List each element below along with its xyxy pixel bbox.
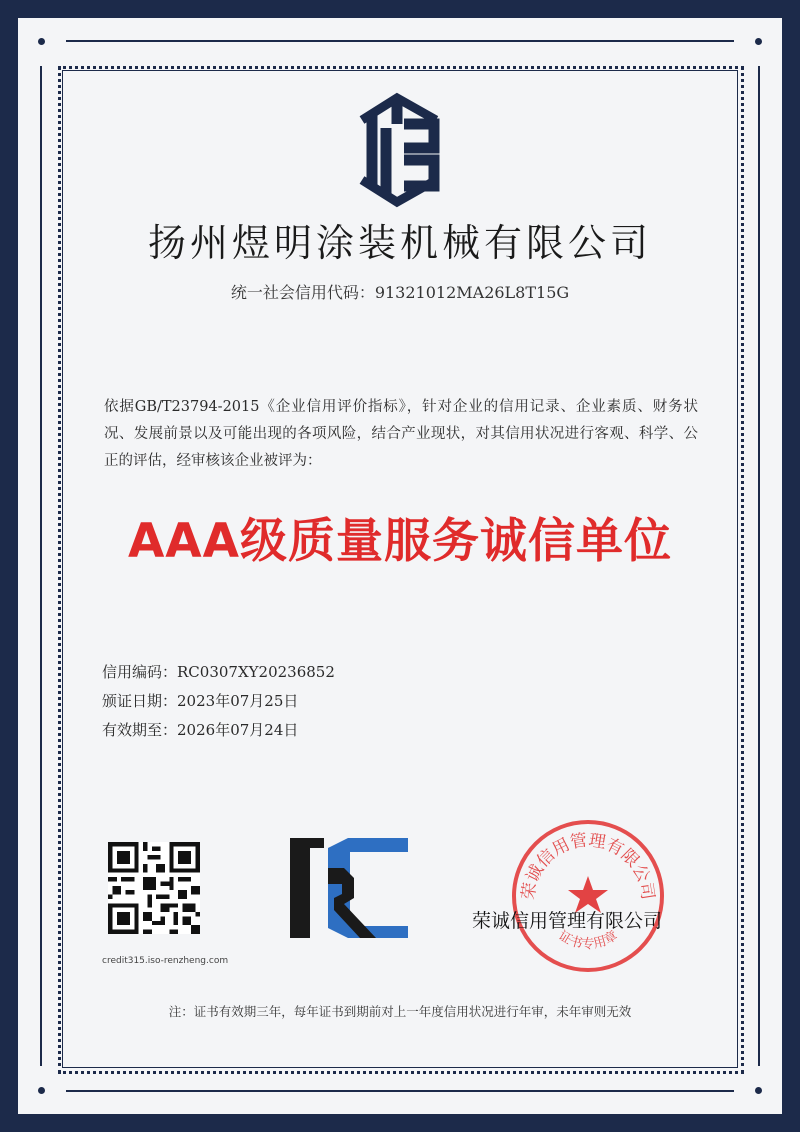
corner-dot-tr (755, 38, 762, 45)
info-block (102, 658, 335, 745)
rc-brand-logo-icon (288, 838, 408, 938)
info-label: 有效期至： (102, 721, 178, 739)
info-value: RC0307XY20236852 (177, 663, 335, 681)
seal-bottom-text: 证书专用章 (555, 928, 621, 953)
certificate-page (18, 18, 782, 1114)
corner-dot-br (755, 1087, 762, 1094)
official-seal-icon (508, 816, 668, 976)
info-row-credit-no (102, 658, 335, 687)
border-line-top (66, 40, 734, 42)
issuer-name: 荣诚信用管理有限公司 (472, 910, 663, 932)
description-text: 依据GB/T23794-2015《企业信用评价指标》，针对企业的信用记录、企业素质、财务状况、发展前景以及可能出现的各项风险，结合产业现状，对其信用状况进行客观、科学、公正的评估，经审核该企业被评为： (104, 399, 698, 469)
qr-code-icon[interactable] (108, 842, 200, 934)
corner-dot-tl (38, 38, 45, 45)
info-label: 信用编码： (102, 663, 178, 681)
border-line-bottom (66, 1090, 734, 1092)
credit-logo-icon (342, 84, 452, 214)
info-label: 颁证日期： (102, 692, 178, 710)
corner-dot-bl (38, 1087, 45, 1094)
certificate-title: AAA级质量服务诚信单位 (127, 514, 673, 569)
seal-top-text: 荣诚信用管理有限公司 (518, 830, 658, 902)
qr-url-text: credit315.iso-renzheng.com (102, 956, 229, 966)
footnote: 注：证书有效期三年，每年证书到期前对上一年度信用状况进行年审，未年审则无效 (168, 1004, 632, 1019)
info-row-issue-date (102, 687, 335, 716)
info-value: 2026年07月24日 (177, 721, 299, 739)
info-value: 2023年07月25日 (177, 692, 299, 710)
credit-code: 统一社会信用代码：91321012MA26L8T15G (230, 283, 570, 302)
company-name: 扬州煜明涂装机械有限公司 (147, 221, 652, 265)
info-row-valid-until (102, 716, 335, 745)
